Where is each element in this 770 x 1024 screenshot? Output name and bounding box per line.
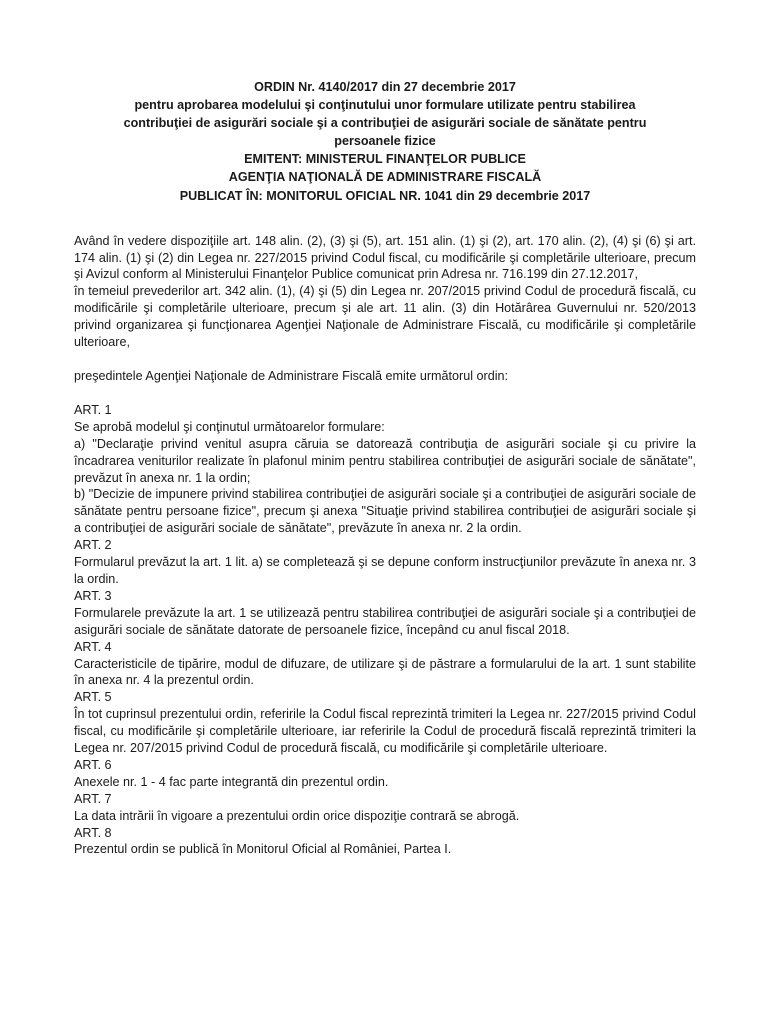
article-1-intro: Se aprobă modelul şi conţinutul următoarelor formulare: [74,419,385,434]
article-6-title: ART. 6 [74,757,112,772]
article-7-text: La data intrării în vigoare a prezentului ordin orice dispoziţie contrară se abrogă. [74,808,520,823]
article-7-title: ART. 7 [74,791,112,806]
order-subject-line-1: pentru aprobarea modelului şi conţinutului unor formulare utilizate pentru stabilirea [134,98,636,113]
article-1-title: ART. 1 [74,402,112,417]
article-8-text: Prezentul ordin se publică în Monitorul Oficial al României, Partea I. [74,842,452,857]
article-1-item-a: a) "Declaraţie privind venitul asupra căruia se datorează contribuţia de asigurări sociale şi cu privire la încadrarea veniturilor realizate în plafonul minim pentru stabilirea contribuţiei de asigurări sociale de sănătate", prevăzut în anexa nr. 1 la ordin; [74,436,696,485]
article-4-text: Caracteristicile de tipărire, modul de difuzare, de utilizare şi de păstrare a formularului de la art. 1 sunt stabilite în anexa nr. 4 la prezentul ordin. [74,656,696,688]
issuer-line: EMITENT: MINISTERUL FINANŢELOR PUBLICE [244,152,526,167]
order-title: ORDIN Nr. 4140/2017 din 27 decembrie 2017 [254,80,516,94]
article-3-title: ART. 3 [74,588,112,603]
article-8-title: ART. 8 [74,825,112,840]
preamble-paragraph-3: preşedintele Agenţiei Naţionale de Administrare Fiscală emite următorul ordin: [74,369,509,383]
order-subject-line-3: persoanele fizice [334,134,436,149]
article-5-text: În tot cuprinsul prezentului ordin, referirile la Codul fiscal reprezintă trimiteri la Legea nr. 227/2015 privind Codul fiscal, cu modificările şi completările ulterioare, iar referirile la Codul de procedură fiscală reprezintă trimiteri la Legea nr. 207/2015 privind Codul de procedură fiscală, cu modificările şi completările ulterioare. [74,707,696,756]
order-subject-line-2: contribuţiei de asigurări sociale şi a contribuţiei de asigurări sociale de sănătate pentru [123,116,647,131]
article-4-title: ART. 4 [74,639,112,654]
article-1-item-b: b) "Decizie de impunere privind stabilirea contribuţiei de asigurări sociale şi a contribuţiei de asigurări sociale de sănătate pentru persoane fizice", precum şi anexa "Situaţie privind stabilirea contribuţiei de asigurări sociale şi a contribuţiei de asigurări sociale de sănătate", prevăzute în anexa nr. 2 la ordin. [74,487,696,536]
article-6-text: Anexele nr. 1 - 4 fac parte integrantă din prezentul ordin. [74,774,389,789]
publication-line: PUBLICAT ÎN: MONITORUL OFICIAL NR. 1041 din 29 decembrie 2017 [179,188,591,203]
article-5-title: ART. 5 [74,690,112,705]
document-body [74,233,696,859]
agency-line: AGENŢIA NAŢIONALĂ DE ADMINISTRARE FISCALĂ [228,170,542,185]
document-header [74,78,696,205]
article-2-title: ART. 2 [74,538,112,553]
article-3-text: Formularele prevăzute la art. 1 se utilizează pentru stabilirea contribuţiei de asigurări sociale şi a contribuţiei de asigurări sociale de sănătate datorate de persoanele fizice, începând cu anul fiscal 2018. [74,605,696,637]
article-2-text: Formularul prevăzut la art. 1 lit. a) se completează şi se depune conform instrucţiunilor prevăzute în anexa nr. 3 la ordin. [74,555,696,586]
preamble-paragraph-2: în temeiul prevederilor art. 342 alin. (1), (4) şi (5) din Legea nr. 207/2015 privind Codul de procedură fiscală, cu modificările şi completările ulterioare, precum şi ale art. 11 alin. (3) din Hotărârea Guvernului nr. 520/2013 privind organizarea şi funcţionarea Agenţiei Naţionale de Administrare Fiscală, cu modificările şi completările ulterioare, [74,284,696,350]
preamble-paragraph-1: Având în vedere dispoziţiile art. 148 alin. (2), (3) şi (5), art. 151 alin. (1) şi (2), art. 170 alin. (2), (4) şi (6) şi art. 174 alin. (1) şi (2) din Legea nr. 227/2015 privind Codul fiscal, cu modificările şi completările ulterioare, precum şi Avizul conform al Ministerului Finanţelor Publice comunicat prin Adresa nr. 716.199 din 27.12.2017, [74,233,696,282]
